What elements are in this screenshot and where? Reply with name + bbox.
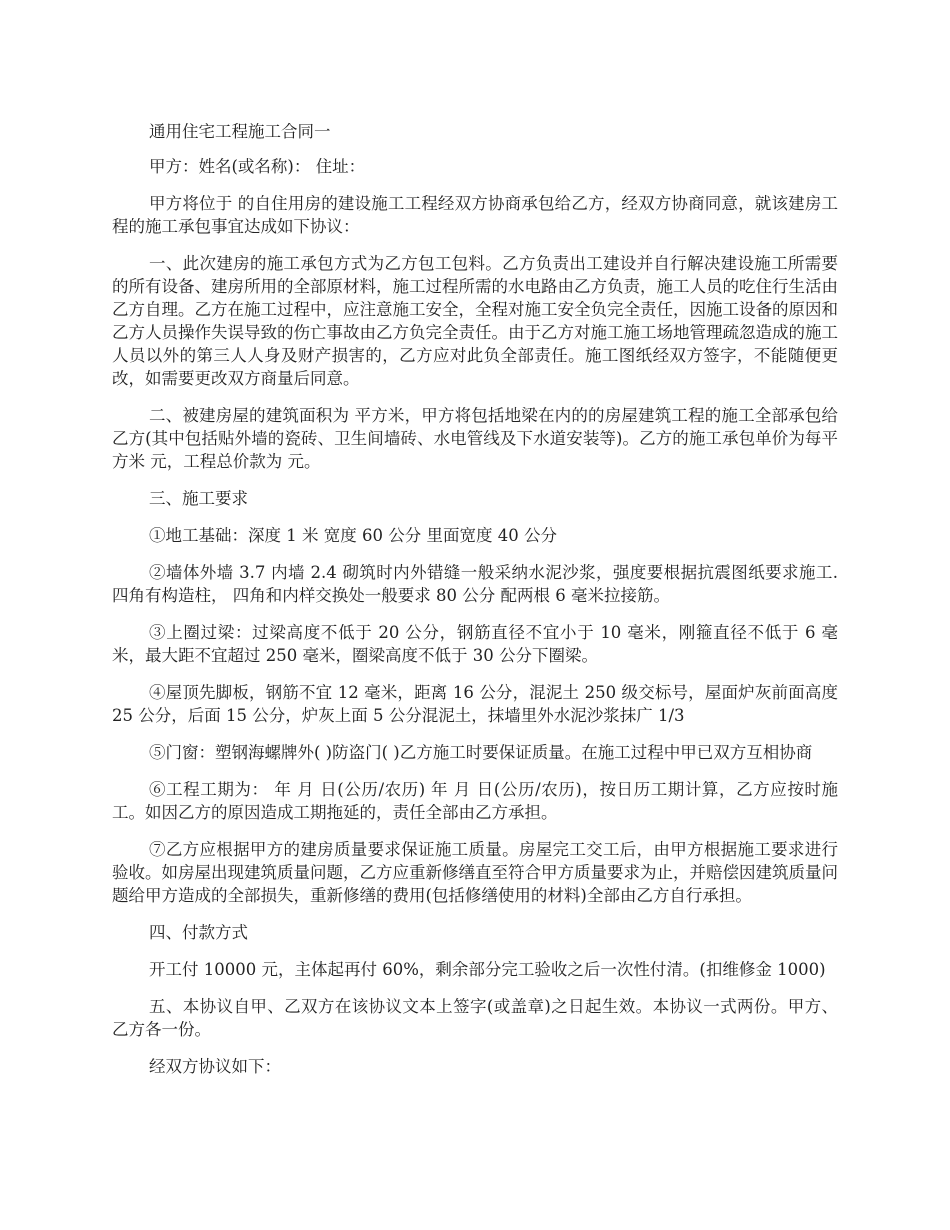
intro-paragraph: 甲方将位于 的自住用房的建设施工工程经双方协商承包给乙方，经双方协商同意，就该建房工程的施工承包事宜达成如下协议： — [112, 194, 838, 236]
requirement-schedule: ⑥工程工期为： 年 月 日(公历/农历) 年 月 日(公历/农历)，按日历工期计算，乙方应按时施工。如因乙方的原因造成工期拖延的，责任全部由乙方承担。 — [112, 780, 838, 822]
document-title: 通用住宅工程施工合同一 — [149, 122, 331, 141]
requirement-foundation: ①地工基础：深度 1 米 宽度 60 公分 里面宽度 40 公分 — [149, 526, 557, 545]
clause-1-contract-method: 一、此次建房的施工承包方式为乙方包工包料。乙方负责出工建设并自行解决建设施工所需要的所有设备、建房所用的全部原材料，施工过程所需的水电路由乙方负责，施工人员的吃住行生活由乙方自理。乙方在施工过程中，应注意施工安全，全程对施工安全负完全责任，因施工设备的原因和乙方人员操作失误导致的伤亡事故由乙方负完全责任。由于乙方对施工施工场地管理疏忽造成的施工人员以外的第三人人身及财产损害的，乙方应对此负全部责任。施工图纸经双方签字，不能随便更改，如需要更改双方商量后同意。 — [112, 254, 838, 388]
section-heading-construction-requirements: 三、施工要求 — [149, 489, 248, 508]
requirement-roof: ④屋顶先脚板，钢筋不宜 12 毫米，距离 16 公分，混泥土 250 级交标号，屋面炉灰前面高度 25 公分，后面 15 公分，炉灰上面 5 公分混泥土，抹墙里外水泥沙浆抹广 1/3 — [112, 683, 838, 725]
section-heading-payment: 四、付款方式 — [149, 923, 248, 942]
requirement-beams: ③上圈过梁：过梁高度不低于 20 公分，钢筋直径不宜小于 10 毫米，刚箍直径不低于 6 毫米，最大距不宜超过 250 毫米，圈梁高度不低于 30 公分下圈梁。 — [112, 623, 838, 665]
clause-2-area-and-price: 二、被建房屋的建筑面积为 平方米，甲方将包括地梁在内的的房屋建筑工程的施工全部承包给乙方(其中包括贴外墙的瓷砖、卫生间墙砖、水电管线及下水道安装等)。乙方的施工承包单价为每平方米 元，工程总价款为 元。 — [112, 406, 838, 471]
payment-terms: 开工付 10000 元，主体起再付 60%，剩余部分完工验收之后一次性付清。(扣维修金 1000) — [149, 960, 826, 979]
requirement-walls: ②墙体外墙 3.7 内墙 2.4 砌筑时内外错缝一般采纳水泥沙浆，强度要根据抗震图纸要求施工.四角有构造柱， 四角和内样交换处一般要求 80 公分 配两根 6 毫米拉接筋。 — [112, 563, 838, 605]
document-body — [112, 120, 838, 1092]
clause-5-effectiveness: 五、本协议自甲、乙双方在该协议文本上签字(或盖章)之日起生效。本协议一式两份。甲方、乙方各一份。 — [112, 997, 838, 1039]
requirement-quality: ⑦乙方应根据甲方的建房质量要求保证施工质量。房屋完工交工后，由甲方根据施工要求进行验收。如房屋出现建筑质量问题，乙方应重新修缮直至符合甲方质量要求为止，并赔偿因建筑质量问题给甲方造成的全部损失，重新修缮的费用(包括修缮使用的材料)全部由乙方自行承担。 — [112, 840, 838, 905]
party-a-info: 甲方：姓名(或名称)： 住址： — [149, 157, 366, 176]
requirement-doors-windows: ⑤门窗：塑钢海螺牌外( )防盗门( )乙方施工时要保证质量。在施工过程中甲已双方互相协商 — [149, 743, 813, 762]
closing-line: 经双方协议如下： — [149, 1057, 281, 1076]
